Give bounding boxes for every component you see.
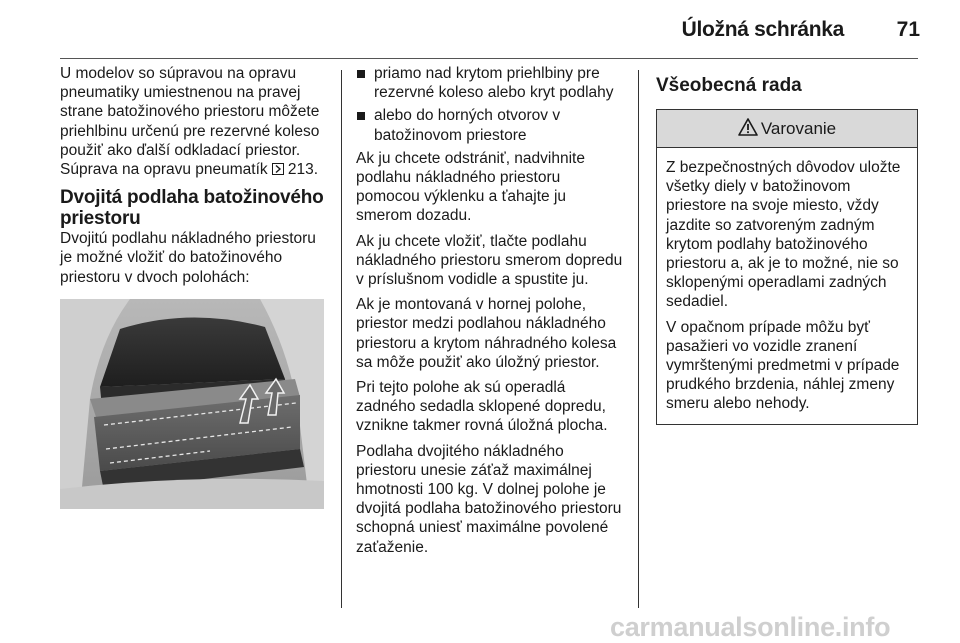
- intro-text: U modelov so súpravou na opravu pneumatiky umiestnenou na pravej strane batožinového priestoru môžete priehlbinu určenú pre rezervné koleso použiť ako ďalší odkladací priestor. Súprava na opravu pneumatík: [60, 65, 320, 179]
- section-text: Dvojitú podlahu nákladného priestoru je možné vložiť do batožinového priestoru v dvoch polohách:: [60, 230, 316, 286]
- column-divider-1: [341, 70, 342, 608]
- section-title-general-advice: Všeobecná rada: [656, 75, 802, 96]
- warning-box: [656, 109, 918, 425]
- square-bullet-icon: [357, 70, 365, 78]
- list-item-text: priamo nad krytom priehlbiny pre rezervné koleso alebo kryt podlahy: [374, 65, 614, 102]
- warning-paragraph: V opačnom prípade môžu byť pasažieri vo vozidle zranení vymrštenými predmetmi v prípade prudkého brzdenia, náhlej zmeny smeru alebo nehody.: [666, 318, 900, 413]
- position-list: [356, 64, 624, 145]
- paragraph-insert: Ak ju chcete vložiť, tlačte podlahu nákladného priestoru smerom dopredu v príslušnom vodidle a spustite ju.: [356, 232, 623, 289]
- page-header-title: Úložná schránka: [681, 18, 844, 41]
- paragraph-upper-position: Ak je montovaná v hornej polohe, priestor medzi podlahou nákladného priestoru a krytom náhradného kolesa sa môže použiť ako úložný priestor.: [356, 296, 617, 371]
- list-item-text: alebo do horných otvorov v batožinovom priestore: [374, 107, 561, 144]
- right-column: [656, 64, 920, 425]
- warning-triangle-icon: [738, 118, 758, 138]
- header-rule: [60, 58, 918, 59]
- warning-header: [657, 110, 917, 148]
- paragraph-max-load: Podlaha dvojitého nákladného priestoru unesie záťaž maximálnej hmotnosti 100 kg. V dolnej polohe je dvojitá podlaha batožinového priestoru schopná uniesť maximálne povolené zaťaženie.: [356, 442, 622, 556]
- square-bullet-icon: [357, 112, 365, 120]
- list-item: [356, 106, 624, 144]
- middle-column: [356, 64, 624, 563]
- arrow-ref-icon: [272, 161, 288, 177]
- warning-body: [657, 148, 917, 424]
- warning-title: Varovanie: [760, 118, 837, 138]
- left-column: [60, 64, 330, 509]
- page-number: 71: [896, 18, 920, 41]
- paragraph-flat-surface: Pri tejto polohe ak sú operadlá zadného sedadla sklopené dopredu, vznikne takmer rovná úložná plocha.: [356, 379, 608, 435]
- watermark: carmanualsonline.info: [610, 612, 891, 642]
- section-title-double-floor: Dvojitá podlaha batožinového priestoru: [60, 187, 324, 230]
- list-item: [356, 64, 624, 102]
- paragraph-remove: Ak ju chcete odstrániť, nadvihnite podlahu nákladného priestoru pomocou výklenku a ťahajte ju smerom dozadu.: [356, 149, 585, 225]
- intro-page-ref[interactable]: 213.: [287, 161, 319, 179]
- warning-paragraph: Z bezpečnostných dôvodov uložte všetky diely v batožinovom priestore na svoje miesto, vždy jazdite so zatvoreným zadným krytom podlahy batožinového priestoru a, ak je to možné, nie so sklopenými operadlami zadných sedadiel.: [666, 159, 901, 311]
- column-divider-2: [638, 70, 639, 608]
- cargo-floor-photo: [60, 299, 324, 509]
- intro-paragraph: [60, 64, 330, 179]
